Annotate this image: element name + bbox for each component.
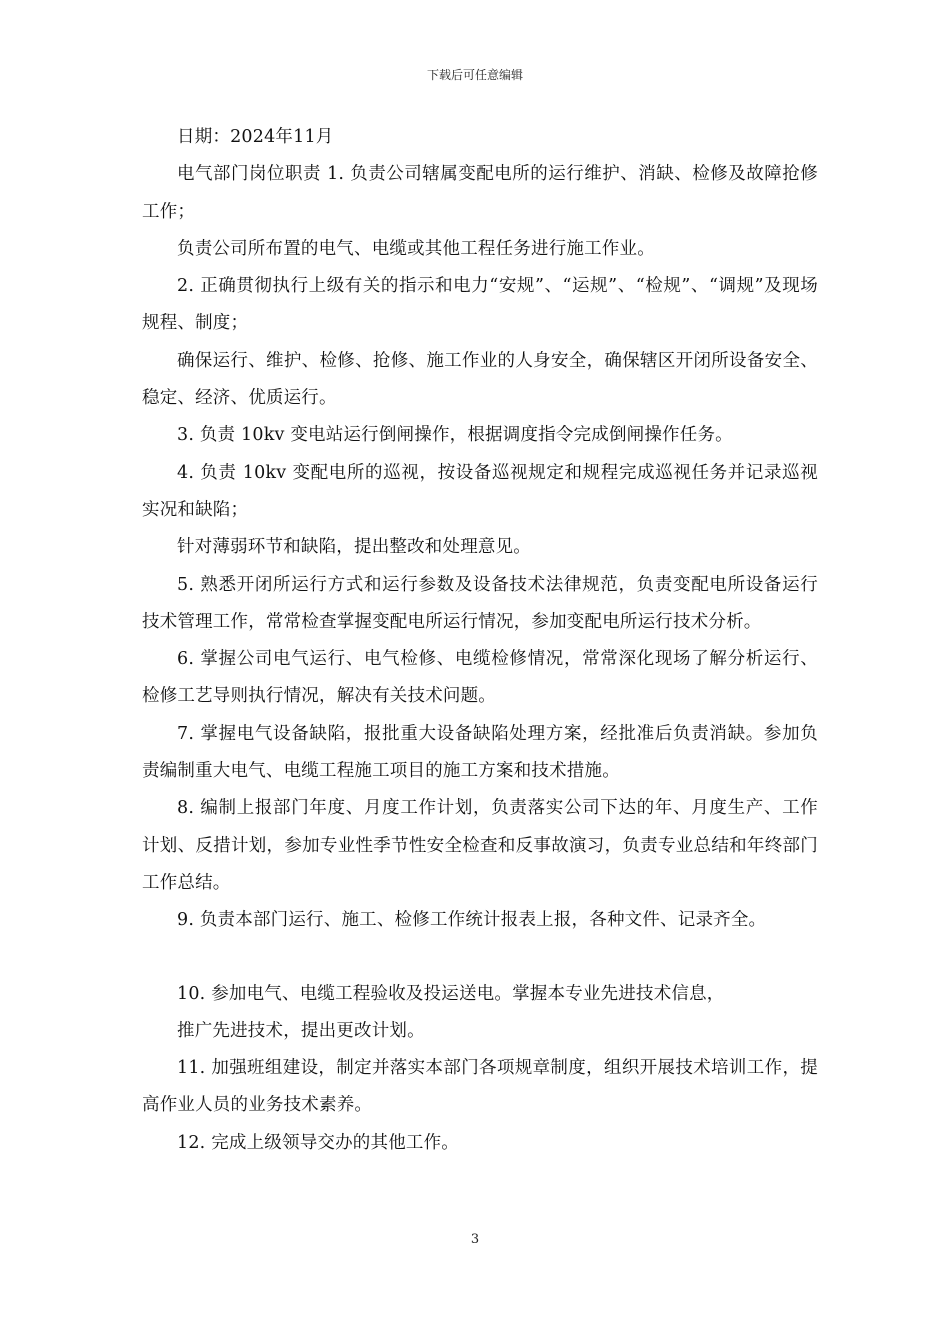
paragraph: 确保运行、维护、检修、抢修、施工作业的人身安全，确保辖区开闭所设备安全、稳定、经济、优质运行。 xyxy=(142,350,818,409)
paragraph: 6. 掌握公司电气运行、电气检修、电缆检修情况，常常深化现场了解分析运行、检修工艺导则执行情况，解决有关技术问题。 xyxy=(142,649,818,707)
paragraph: 推广先进技术，提出更改计划。 xyxy=(177,1020,425,1041)
paragraph: 8. 编制上报部门年度、月度工作计划，负责落实公司下达的年、月度生产、工作计划、反措计划，参加专业性季节性安全检查和反事故演习，负责专业总结和年终部门工作总结。 xyxy=(142,798,818,893)
paragraph: 负责公司所布置的电气、电缆或其他工程任务进行施工作业。 xyxy=(177,238,655,259)
paragraph: 电气部门岗位职责 1. 负责公司辖属变配电所的运行维护、消缺、检修及故障抢修工作； xyxy=(142,164,818,222)
page-number: 3 xyxy=(470,1232,480,1247)
document-body xyxy=(142,119,818,1162)
paragraph: 7. 掌握电气设备缺陷，报批重大设备缺陷处理方案，经批准后负责消缺。参加负责编制重大电气、电缆工程施工项目的施工方案和技术措施。 xyxy=(142,723,818,782)
paragraph: 2. 正确贯彻执行上级有关的指示和电力“安规”、“运规”、“检规”、“调规”及现场规程、制度； xyxy=(142,276,818,334)
page-header: 下载后可任意编辑 xyxy=(426,68,523,82)
paragraph: 11. 加强班组建设，制定并落实本部门各项规章制度，组织开展技术培训工作，提高作业人员的业务技术素养。 xyxy=(142,1058,818,1116)
paragraph: 9. 负责本部门运行、施工、检修工作统计报表上报，各种文件、记录齐全。 xyxy=(177,910,767,931)
paragraph: 针对薄弱环节和缺陷，提出整改和处理意见。 xyxy=(177,537,531,558)
paragraph: 12. 完成上级领导交办的其他工作。 xyxy=(177,1132,459,1153)
paragraph: 3. 负责 10kv 变电站运行倒闸操作，根据调度指令完成倒闸操作任务。 xyxy=(177,425,733,446)
paragraph: 5. 熟悉开闭所运行方式和运行参数及设备技术法律规范，负责变配电所设备运行技术管理工作，常常检查掌握变配电所运行情况，参加变配电所运行技术分析。 xyxy=(142,574,818,632)
paragraph: 4. 负责 10kv 变配电所的巡视，按设备巡视规定和规程完成巡视任务并记录巡视实况和缺陷； xyxy=(142,462,818,520)
paragraph: 10. 参加电气、电缆工程验收及投运送电。掌握本专业先进技术信息， xyxy=(177,983,725,1004)
date-line: 日期：2024年11月 xyxy=(177,127,334,147)
